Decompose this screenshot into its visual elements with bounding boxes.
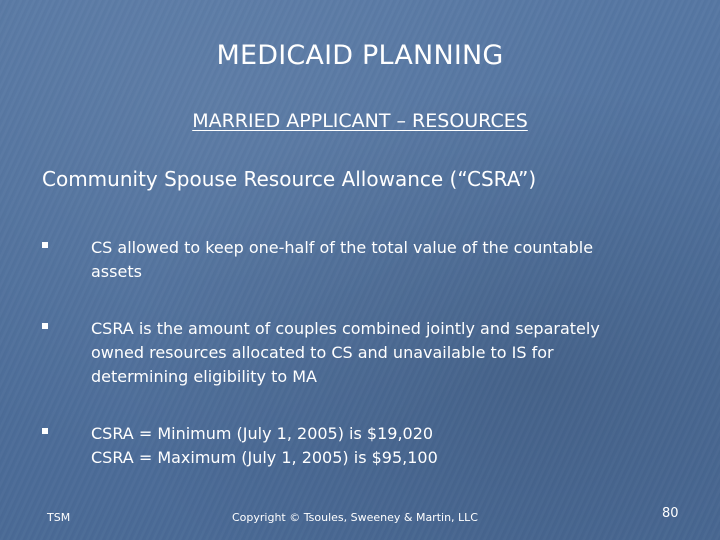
footer-copyright: Copyright © Tsoules, Sweeney & Martin, LLC	[232, 511, 478, 524]
square-bullet-icon	[42, 323, 48, 329]
bullet-line: CSRA = Minimum (July 1, 2005) is $19,020	[91, 424, 434, 443]
slide-subtitle-text: MARRIED APPLICANT – RESOURCES	[192, 110, 528, 132]
footer-initials: TSM	[47, 511, 71, 524]
bullet-line: owned resources allocated to CS and unavailable to IS for	[91, 343, 554, 362]
bullet-line: assets	[91, 262, 142, 281]
bullet-text	[91, 422, 666, 470]
page-number: 80	[662, 506, 679, 521]
bullet-line: CSRA = Maximum (July 1, 2005) is $95,100	[91, 448, 438, 467]
slide-title: MEDICAID PLANNING	[216, 40, 504, 71]
square-bullet-icon	[42, 242, 48, 248]
bullet-line: CSRA is the amount of couples combined jointly and separately	[91, 319, 600, 338]
bullet-line: determining eligibility to MA	[91, 367, 317, 386]
section-heading: Community Spouse Resource Allowance (“CSRA”)	[42, 167, 537, 191]
slide-subtitle	[0, 110, 720, 132]
square-bullet-icon	[42, 428, 48, 434]
bullet-text	[91, 236, 666, 284]
bullet-line: CS allowed to keep one-half of the total value of the countable	[91, 238, 594, 257]
bullet-text	[91, 317, 666, 389]
